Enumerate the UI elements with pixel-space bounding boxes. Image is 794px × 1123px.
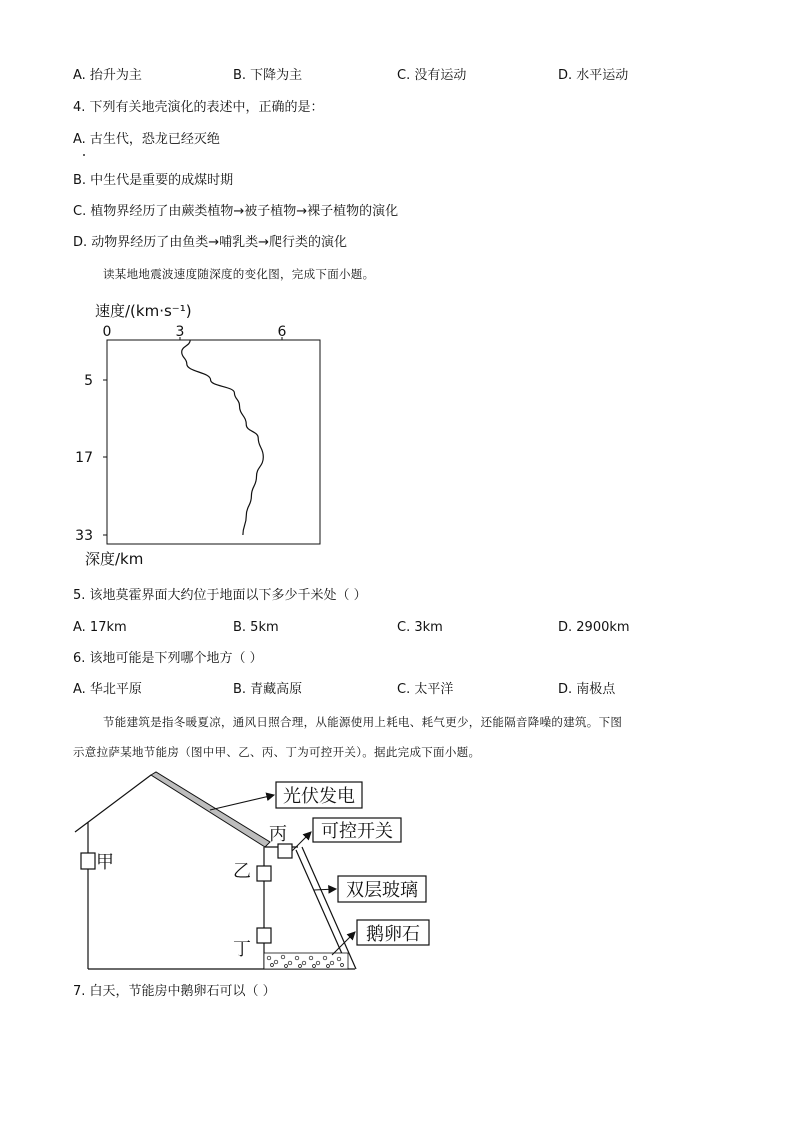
q6-option-d: D. 南极点 bbox=[558, 682, 616, 697]
seismic-velocity-chart bbox=[70, 292, 340, 577]
label-yi: 乙 bbox=[233, 861, 251, 882]
stray-mark bbox=[83, 154, 85, 156]
chart-y-axis-label: 深度/km bbox=[85, 550, 144, 568]
q5-stem: 5. 该地莫霍界面大约位于地面以下多少千米处（ ） bbox=[73, 588, 367, 603]
q4-stem: 4. 下列有关地壳演化的表述中，正确的是： bbox=[73, 100, 324, 115]
x-tick-label-3: 3 bbox=[175, 324, 185, 340]
glass-outer bbox=[302, 847, 356, 969]
switch-jia bbox=[81, 853, 95, 869]
switch-bing bbox=[278, 844, 292, 858]
pebble-bed bbox=[264, 953, 348, 969]
q3-option-a: A. 抬升为主 bbox=[73, 68, 142, 83]
q4-option-c: C. 植物界经历了由蕨类植物→被子植物→裸子植物的演化 bbox=[73, 204, 399, 219]
q7-stem: 7. 白天，节能房中鹅卵石可以（ ） bbox=[73, 984, 276, 999]
q5-option-a: A. 17km bbox=[73, 620, 127, 635]
q6-stem: 6. 该地可能是下列哪个地方（ ） bbox=[73, 651, 263, 666]
glass-arrow bbox=[314, 889, 336, 890]
x-tick-label-0: 0 bbox=[102, 324, 112, 340]
intro-seismic: 读某地地震波速度随深度的变化图，完成下面小题。 bbox=[103, 267, 375, 281]
glass-callout-label: 双层玻璃 bbox=[346, 880, 418, 901]
left-roof-slope bbox=[75, 775, 151, 832]
chart-frame bbox=[107, 340, 320, 544]
q5-option-c: C. 3km bbox=[397, 620, 443, 635]
y-tick-label-17: 17 bbox=[75, 450, 93, 466]
q5-option-d: D. 2900km bbox=[558, 620, 630, 635]
q5-option-b: B. 5km bbox=[233, 620, 279, 635]
switch-yi bbox=[257, 866, 271, 881]
label-ding: 丁 bbox=[233, 939, 251, 960]
pv-arrow bbox=[210, 795, 274, 810]
label-jia: 甲 bbox=[96, 852, 114, 873]
intro-energy-line-2: 示意拉萨某地节能房（图中甲、乙、丙、丁为可控开关）。据此完成下面小题。 bbox=[73, 745, 481, 759]
q4-option-a: A. 古生代，恐龙已经灭绝 bbox=[73, 132, 220, 147]
q3-option-d: D. 水平运动 bbox=[558, 68, 629, 83]
y-tick-label-5: 5 bbox=[84, 373, 93, 389]
q4-option-d: D. 动物界经历了由鱼类→哺乳类→爬行类的演化 bbox=[73, 235, 348, 250]
q6-option-c: C. 太平洋 bbox=[397, 682, 454, 697]
pebble-arrow bbox=[332, 932, 355, 955]
y-tick-label-33: 33 bbox=[75, 528, 93, 544]
q6-option-b: B. 青藏高原 bbox=[233, 682, 303, 697]
q4-option-b: B. 中生代是重要的成煤时期 bbox=[73, 173, 234, 188]
pebble-callout-label: 鹅卵石 bbox=[366, 924, 420, 945]
intro-energy-line-1: 节能建筑是指冬暖夏凉，通风日照合理，从能源使用上耗电、耗气更少，还能隔音降噪的建筑。下图 bbox=[103, 715, 623, 729]
q6-option-a: A. 华北平原 bbox=[73, 682, 142, 697]
switch-ding bbox=[257, 928, 271, 943]
switch-arrow bbox=[292, 832, 311, 851]
pv-callout-label: 光伏发电 bbox=[283, 786, 355, 807]
q3-option-b: B. 下降为主 bbox=[233, 68, 303, 83]
label-bing: 丙 bbox=[269, 824, 287, 845]
switch-callout-label: 可控开关 bbox=[321, 821, 393, 842]
q3-option-c: C. 没有运动 bbox=[397, 68, 467, 83]
x-tick-label-6: 6 bbox=[277, 324, 287, 340]
chart-x-axis-label: 速度/(km·s⁻¹) bbox=[95, 302, 192, 320]
velocity-curve bbox=[182, 340, 264, 535]
energy-house-diagram bbox=[70, 770, 450, 980]
